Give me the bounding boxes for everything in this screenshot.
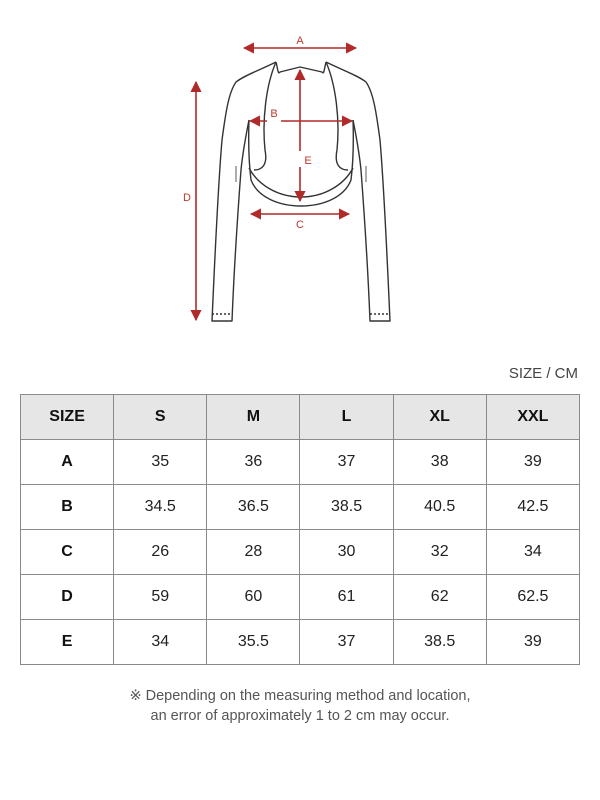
table-cell: 40.5 — [393, 485, 486, 530]
table-cell: 34.5 — [114, 485, 207, 530]
table-cell: 35 — [114, 440, 207, 485]
garment-diagram — [0, 0, 600, 340]
label-b: B — [270, 108, 278, 120]
table-cell: 39 — [486, 440, 579, 485]
table-cell: 38 — [393, 440, 486, 485]
table-cell: 42.5 — [486, 485, 579, 530]
measurement-arrows — [196, 48, 356, 320]
table-row — [21, 440, 580, 485]
header-size: SIZE — [21, 395, 114, 440]
row-label: C — [21, 530, 114, 575]
note-line-1: ※ Depending on the measuring method and location, — [129, 688, 471, 704]
table-cell: 28 — [207, 530, 300, 575]
header-l: L — [300, 395, 393, 440]
header-m: M — [207, 395, 300, 440]
label-d: D — [183, 192, 191, 204]
table-cell: 62.5 — [486, 575, 579, 620]
table-cell: 30 — [300, 530, 393, 575]
table-header-row — [21, 395, 580, 440]
table-cell: 36 — [207, 440, 300, 485]
table-cell: 60 — [207, 575, 300, 620]
table-row — [21, 485, 580, 530]
header-xl: XL — [393, 395, 486, 440]
bolero-outline — [212, 62, 390, 321]
label-a: A — [296, 35, 304, 47]
table-cell: 36.5 — [207, 485, 300, 530]
table-row — [21, 575, 580, 620]
table-cell: 38.5 — [300, 485, 393, 530]
table-cell: 32 — [393, 530, 486, 575]
row-label: B — [21, 485, 114, 530]
size-table — [20, 394, 580, 665]
row-label: A — [21, 440, 114, 485]
note-line-2: an error of approximately 1 to 2 cm may occur. — [150, 708, 450, 724]
label-c: C — [296, 219, 304, 231]
table-cell: 59 — [114, 575, 207, 620]
table-cell: 26 — [114, 530, 207, 575]
label-e: E — [304, 155, 312, 167]
table-cell: 38.5 — [393, 620, 486, 665]
row-label: E — [21, 620, 114, 665]
table-row — [21, 530, 580, 575]
table-cell: 35.5 — [207, 620, 300, 665]
measurement-note — [0, 686, 600, 726]
table-cell: 37 — [300, 620, 393, 665]
table-cell: 61 — [300, 575, 393, 620]
table-cell: 39 — [486, 620, 579, 665]
row-label: D — [21, 575, 114, 620]
table-cell: 34 — [114, 620, 207, 665]
table-row — [21, 620, 580, 665]
header-xxl: XXL — [486, 395, 579, 440]
header-s: S — [114, 395, 207, 440]
table-cell: 37 — [300, 440, 393, 485]
unit-label: SIZE / CM — [508, 365, 578, 382]
table-cell: 62 — [393, 575, 486, 620]
table-cell: 34 — [486, 530, 579, 575]
